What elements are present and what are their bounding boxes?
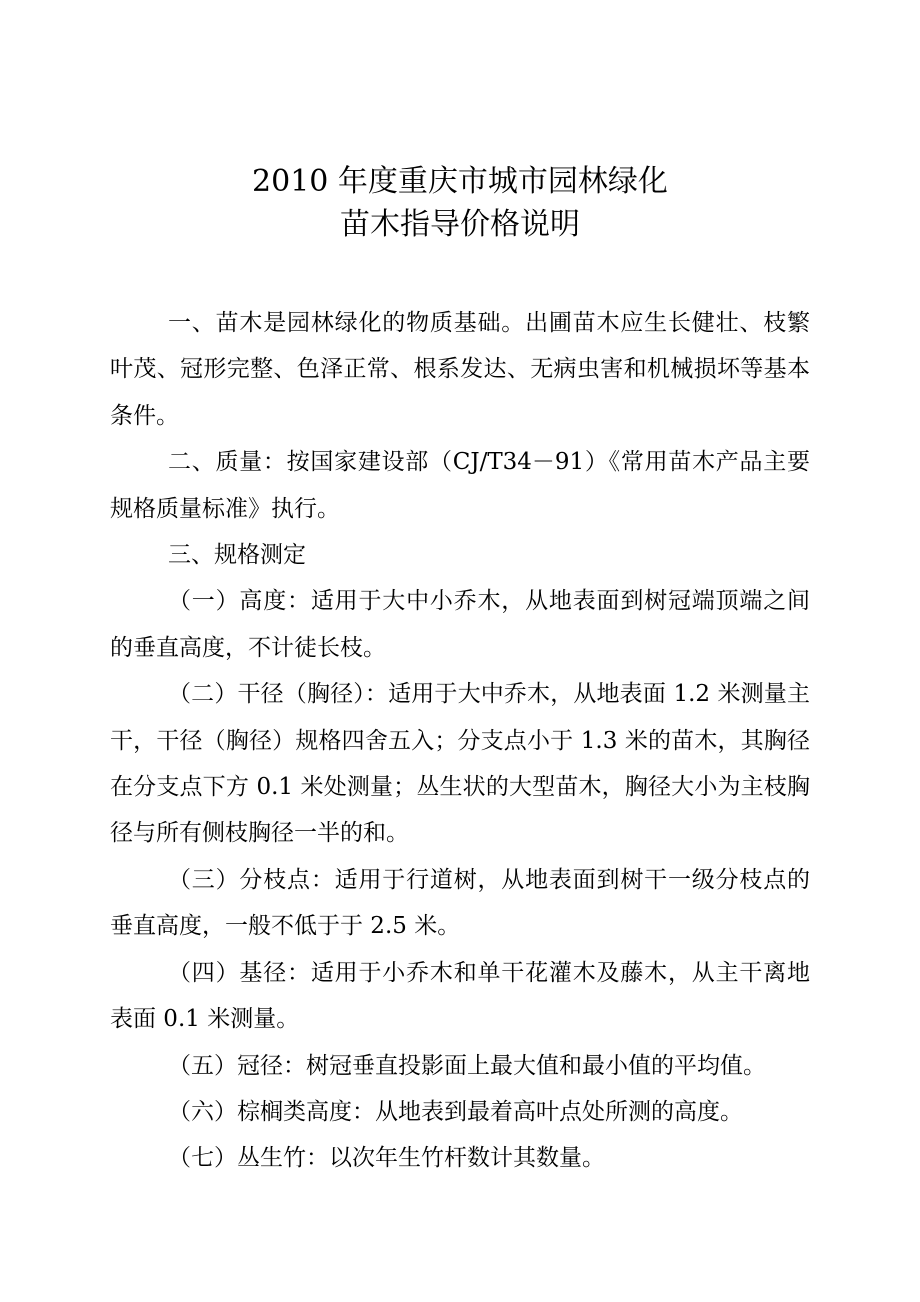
document-body	[110, 300, 810, 1182]
paragraph-quality-standard: 二、质量：按国家建设部（CJ/T34－91）《常用苗木产品主要规格质量标准》执行。	[110, 449, 810, 522]
paragraph-branch-point: （三）分枝点：适用于行道树，从地表面到树干一级分枝点的垂直高度，一般不低于于 2.5 米。	[110, 866, 810, 940]
paragraph-crown-diameter: （五）冠径：树冠垂直投影面上最大值和最小值的平均值。	[168, 1052, 766, 1079]
paragraph-height: （一）高度：适用于大中小乔木，从地表面到树冠端顶端之间的垂直高度，不计徒长枝。	[110, 588, 810, 661]
paragraph-basic-requirements: 一、苗木是园林绿化的物质基础。出圃苗木应生长健壮、枝繁叶茂、冠形完整、色泽正常、根系发达、无病虫害和机械损坏等基本条件。	[110, 310, 810, 429]
paragraph-trunk-diameter: （二）干径（胸径）：适用于大中乔木，从地表面 1.2 米测量主干，干径（胸径）规格四舍五入；分支点小于 1.3 米的苗木，其胸径在分支点下方 0.1 米处测量；丛生状的大型苗木，胸径大小为主枝胸径与所有侧枝胸径一半的和。	[110, 681, 810, 847]
paragraph-base-diameter: （四）基径：适用于小乔木和单干花灌木及藤木，从主干离地表面 0.1 米测量。	[110, 959, 810, 1033]
paragraph-palm-height: （六）棕榈类高度：从地表到最着高叶点处所测的高度。	[168, 1098, 743, 1125]
title-line-1: 2010 年度重庆市城市园林绿化	[252, 164, 668, 199]
paragraph-spec-measurement-heading: 三、规格测定	[168, 542, 306, 569]
paragraph-clump-bamboo: （七）丛生竹：以次年生竹杆数计其数量。	[168, 1145, 605, 1172]
title-line-2: 苗木指导价格说明	[340, 207, 580, 242]
